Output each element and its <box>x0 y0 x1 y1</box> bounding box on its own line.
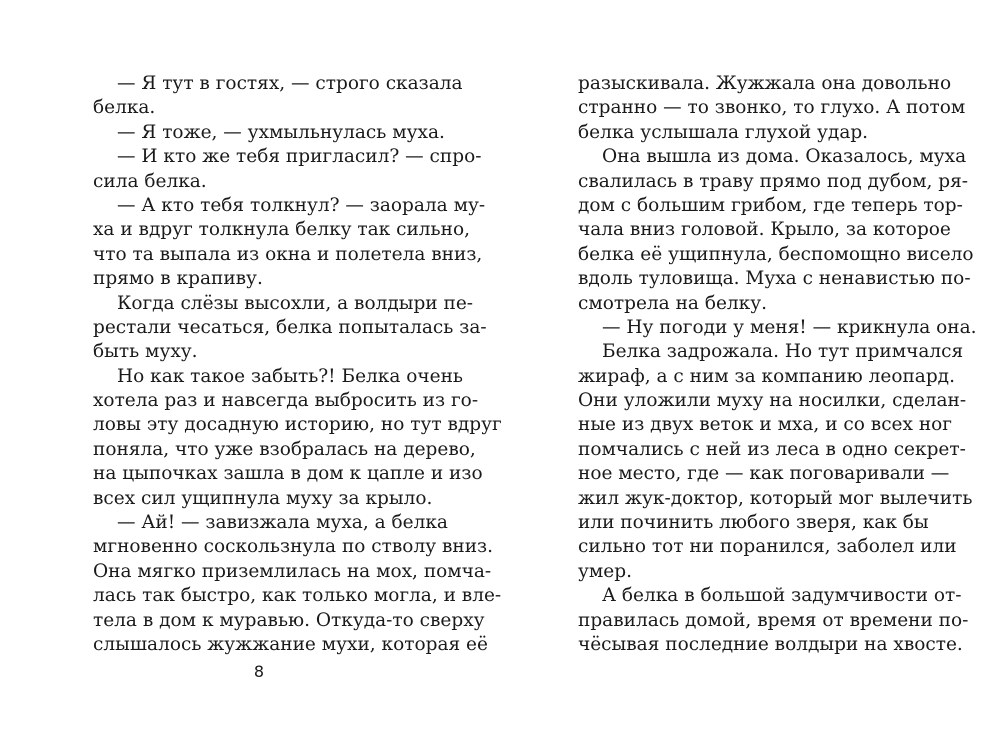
text-line: белка услышала глухой удар. <box>578 121 869 143</box>
text-line: ловы эту досадную историю, но тут вдруг <box>93 414 502 436</box>
text-line: свалилась в траву прямо под дубом, ря- <box>578 170 969 192</box>
text-line: хотела раз и навсегда выбросить из го- <box>93 390 479 412</box>
text-line: — Я тут в гостях, — строго сказала <box>117 73 463 94</box>
text-line: рестали чесаться, белка попыталась за- <box>93 316 487 338</box>
text-line: чала вниз головой. Крыло, за которое <box>578 219 951 241</box>
text-line: или починить любого зверя, как бы <box>578 512 929 534</box>
text-line: Но как такое забыть?! Белка очень <box>117 365 463 387</box>
text-line: слышалось жужжание мухи, которая её <box>93 633 488 655</box>
text-line: — Я тоже, — ухмыльнулась муха. <box>117 121 445 143</box>
text-line: прямо в крапиву. <box>93 268 263 290</box>
right-page-text <box>578 72 977 657</box>
text-line: — Ну погоди у меня! — крикнула она. <box>602 316 977 338</box>
text-line: быть муху. <box>93 341 198 363</box>
text-line: помчались с ней из леса в одно секрет- <box>578 438 966 460</box>
text-line: ное место, где — как поговаривали — <box>578 463 950 485</box>
text-line: поняла, что уже взобралась на дерево, <box>93 438 476 460</box>
text-line: смотрела на белку. <box>578 292 767 314</box>
left-page-text <box>93 72 502 657</box>
text-line: белка. <box>93 97 156 119</box>
text-line: Она мягко приземлилась на мох, помча- <box>93 560 492 582</box>
text-line: Она вышла из дома. Оказалось, муха <box>602 146 967 168</box>
text-line: Когда слёзы высохли, а волдыри пе- <box>117 292 474 314</box>
text-line: лась так быстро, как только могла, и вле- <box>93 585 502 607</box>
text-line: сильно тот ни поранился, заболел или <box>578 536 957 558</box>
text-line: на цыпочках зашла в дом к цапле и изо <box>93 463 483 485</box>
text-line: странно — то звонко, то глухо. А потом <box>578 97 966 119</box>
text-line: ха и вдруг толкнула белку так сильно, <box>93 219 470 241</box>
text-line: — А кто тебя толкнул? — заорала му- <box>117 194 486 216</box>
text-line: умер. <box>578 560 632 582</box>
text-line: — И кто же тебя пригласил? — спро- <box>117 146 482 168</box>
text-line: дом с большим грибом, где теперь тор- <box>578 194 963 216</box>
text-line: сила белка. <box>93 170 207 192</box>
text-line: что та выпала из окна и полетела вниз, <box>93 243 483 265</box>
text-line: Они уложили муху на носилки, сделан- <box>578 390 967 412</box>
text-line: правилась домой, время от времени по- <box>578 609 969 631</box>
text-line: — Ай! — завизжала муха, а белка <box>117 512 448 534</box>
text-line: белка её ущипнула, беспомощно висело <box>578 243 974 265</box>
text-line: жираф, а с ним за компанию леопард. <box>578 365 955 387</box>
text-line: разыскивала. Жужжала она довольно <box>578 73 952 94</box>
text-line: ные из двух веток и мха, и со всех ног <box>578 414 952 436</box>
text-line: чёсывая последние волдыри на хвосте. <box>578 633 963 655</box>
text-line: тела в дом к муравью. Откуда-то сверху <box>93 609 485 631</box>
text-line: А белка в большой задумчивости от- <box>602 585 962 607</box>
text-line: мгновенно соскользнула по стволу вниз. <box>93 536 494 558</box>
text-line: Белка задрожала. Но тут примчался <box>602 341 964 363</box>
text-line: жил жук-доктор, который мог вылечить <box>578 487 973 509</box>
text-line: вдоль туловища. Муха с ненавистью по- <box>578 268 971 290</box>
page-number: 8 <box>253 662 265 681</box>
text-line: всех сил ущипнула муху за крыло. <box>93 487 433 509</box>
